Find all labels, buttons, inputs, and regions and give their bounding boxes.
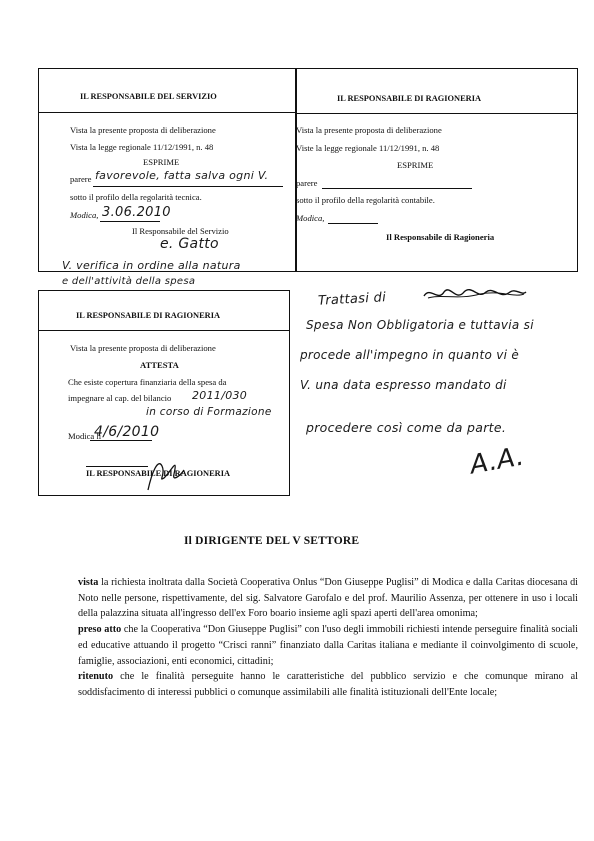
ragioneria-top-divider <box>296 113 578 114</box>
side-note-line-1: Trattasi di <box>317 290 387 309</box>
ragioneria-top-date-line <box>328 223 378 224</box>
side-note-line-3: procede all'impegno in quanto vi è <box>300 348 520 362</box>
attesta-copertura-2: impegnare al cap. del bilancio <box>68 393 172 403</box>
ragioneria-top-profilo: sotto il profilo della regolarità contabile. <box>296 195 435 205</box>
ragioneria-top-modica-label: Modica, <box>296 213 325 223</box>
servizio-profilo: sotto il profilo della regolarità tecnica. <box>70 192 202 202</box>
main-heading: Il DIRIGENTE DEL V SETTORE <box>184 535 360 547</box>
attesta-signature-line <box>86 466 148 467</box>
side-note-initials: A.A. <box>467 441 527 481</box>
servizio-signature-handwritten: e. Gatto <box>160 236 219 252</box>
servizio-vista-proposta: Vista la presente proposta di deliberazione <box>70 125 216 135</box>
servizio-title-divider <box>38 112 296 113</box>
attesta-date-handwritten: 4/6/2010 <box>94 424 160 440</box>
paragraph-vista-keyword: vista <box>78 577 99 588</box>
servizio-parere-line <box>93 186 283 187</box>
ragioneria-top-signature-label: Il Responsabile di Ragioneria <box>386 232 495 242</box>
paragraph-preso-atto-keyword: preso atto <box>78 624 122 636</box>
ragioneria-top-parere-line <box>322 188 472 189</box>
servizio-modica-label: Modica, <box>70 210 99 220</box>
paragraph-ritenuto-keyword: ritenuto <box>78 671 114 683</box>
ragioneria-top-vista-proposta: Vista la presente proposta di deliberazione <box>296 125 442 135</box>
attesta-signature-scribble <box>142 452 188 494</box>
servizio-parere-handwritten: favorevole, fatta salva ogni V. <box>95 169 269 182</box>
paragraph-preso-atto <box>78 622 578 669</box>
servizio-esprime: ESPRIME <box>143 157 180 167</box>
side-note-line-2: Spesa Non Obbligatoria e tuttavia si <box>306 318 534 332</box>
ragioneria-top-parere-label: parere <box>296 178 318 188</box>
ragioneria-top-vista-legge: Viste la legge regionale 11/12/1991, n. 48 <box>296 143 440 153</box>
servizio-date-handwritten: 3.06.2010 <box>102 205 171 220</box>
paragraph-vista-text: la richiesta inoltrata dalla Società Cooperativa Onlus “Don Giuseppe Puglisi” di Modica e dalla Caritas diocesana di Noto nelle persone, rispettivamente, del sig. Salvatore Garofalo e del prof. Maurilio Assenza, per ottenere in uso i locali della palazzina situata all'ingresso dell'ex Foro boario insieme agli spazi aperti dell'area omonima; <box>78 577 578 620</box>
servizio-signature-label: Il Responsabile del Servizio <box>132 226 229 236</box>
side-note-scribble-icon <box>420 284 530 304</box>
ragioneria-top-title: IL RESPONSABILE DI RAGIONERIA <box>337 94 482 103</box>
servizio-vista-legge: Vista la legge regionale 11/12/1991, n. 48 <box>70 142 214 152</box>
attesta-copertura-1: Che esiste copertura finanziaria della spesa da <box>68 377 227 387</box>
ragioneria-top-esprime: ESPRIME <box>397 160 434 170</box>
attesta-date-line <box>90 440 152 441</box>
servizio-note-1: V. verifica in ordine alla natura <box>62 259 241 272</box>
side-note-line-5: procedere così come da parte. <box>306 420 507 435</box>
attesta-vista-proposta: Vista la presente proposta di deliberazione <box>70 343 216 353</box>
servizio-date-line <box>100 221 160 222</box>
attesta-signature-label: IL RESPONSABILE DI RAGIONERIA <box>86 469 231 478</box>
paragraph-preso-atto-text: che la Cooperativa “Don Giuseppe Puglisi” con l'uso degli immobili richiesti intende perseguire finalità sociali ed educative attuando il progetto “Crisci ranni” finanziato dalla Caritas italiana e mediante il coinvolgimento di scuole, famiglie, associazioni, enti economici, cittadini; <box>78 624 578 667</box>
attesta-title-divider <box>38 330 290 331</box>
attesta-title: IL RESPONSABILE DI RAGIONERIA <box>76 311 221 320</box>
main-body <box>78 575 578 701</box>
paragraph-ritenuto <box>78 669 578 700</box>
attesta-cap-handwritten: 2011/030 <box>192 389 248 402</box>
attesta-modica-label: Modica li <box>68 431 102 441</box>
servizio-parere-label: parere <box>70 174 92 184</box>
servizio-note-2: e dell'attività della spesa <box>62 276 196 287</box>
paragraph-vista <box>78 575 578 622</box>
paragraph-ritenuto-text: che le finalità perseguite hanno le caratteristiche del pubblico servizio e che comunque mirano al soddisfacimento di interessi pubblici o comunque assimilabili alle finalità istituzionali dell'Ente locale; <box>78 671 578 698</box>
attesta-label: ATTESTA <box>140 360 179 370</box>
attesta-corso-handwritten: in corso di Formazione <box>146 406 272 418</box>
servizio-title: IL RESPONSABILE DEL SERVIZIO <box>80 92 217 101</box>
side-note-line-4: V. una data espresso mandato di <box>300 378 507 392</box>
